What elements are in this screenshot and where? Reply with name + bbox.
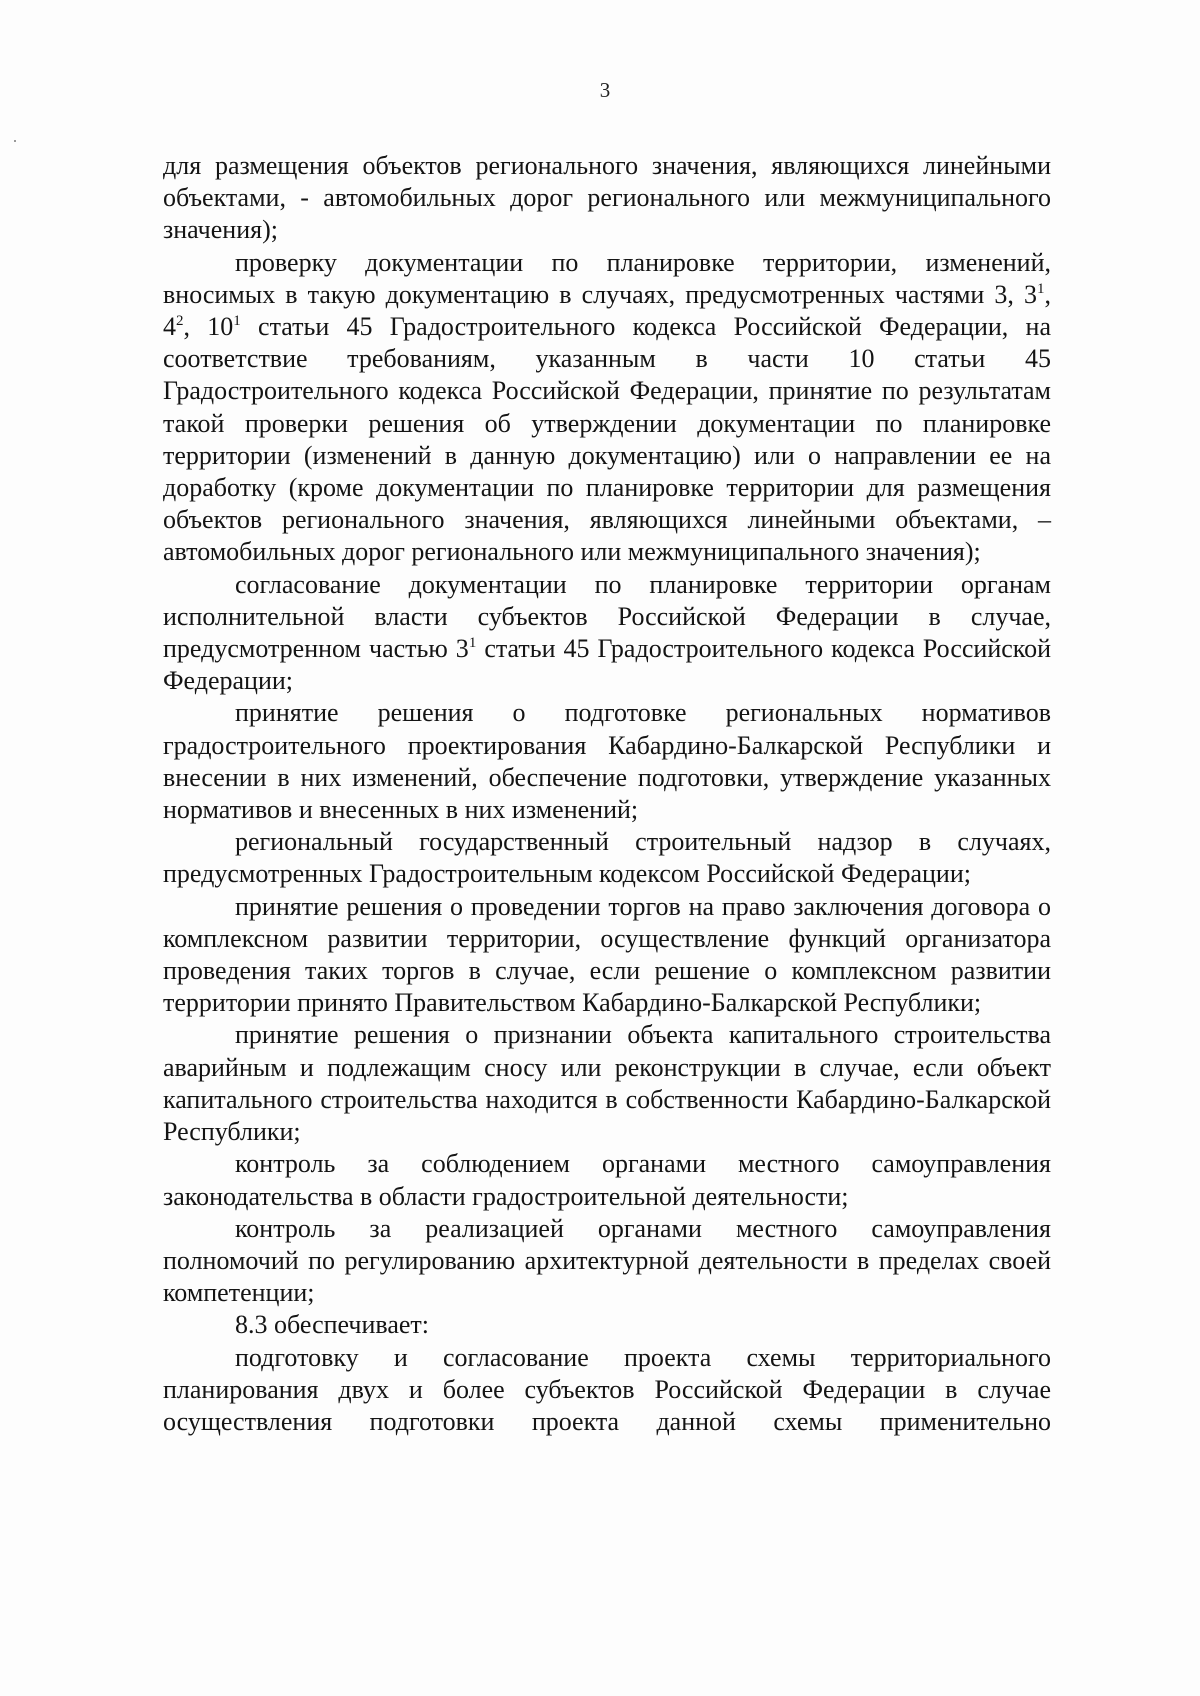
paragraph-text: статьи 45 Градостроительного кодекса Российской Федерации, на соответствие требованиям, указанным в части 10 статьи 45 Градостроительного кодекса Российской Федерации, принятие по результатам такой проверки решения об утверждении документации по планировке территории (изменений в данную документацию) или о направлении ее на доработку (кроме документации по планировке территории для размещения объектов регионального значения, являющихся линейными объектами, – автомобильных дорог регионального или межмуниципального значения); [163, 312, 1052, 567]
superscript-index: 2 [176, 313, 184, 330]
document-body [163, 150, 1051, 1438]
paragraph-documentation-check [163, 247, 1051, 569]
paragraph-architecture-control: контроль за реализацией органами местного самоуправления полномочий по регулированию архитектурной деятельности в пределах своей компетенции; [163, 1213, 1051, 1308]
scan-speck [14, 140, 16, 142]
section-heading-8-3: 8.3 обеспечивает: [235, 1310, 430, 1340]
paragraph-text: статьи 45 Градостроительного кодекса Российской Федерации; [163, 634, 1051, 696]
paragraph-territorial-planning: подготовку и согласование проекта схемы территориального планирования двух и более субъектов Российской Федерации в случае осуществления подготовки проекта данной схемы применительно [163, 1342, 1051, 1436]
paragraph-documentation-approval [163, 569, 1051, 698]
paragraph-auction-decision: принятие решения о проведении торгов на право заключения договора о комплексном развитии территории, осуществление функций организатора проведения таких торгов в случае, если решение о комплексном развитии территории принято Правительством Кабардино-Балкарской Республики; [163, 891, 1051, 1018]
paragraph-emergency-building: принятие решения о признании объекта капитального строительства аварийным и подлежащим сносу или реконструкции в случае, если объект капитального строительства находится в собственности Кабардино-Балкарской Республики; [163, 1020, 1051, 1147]
paragraph-text: согласование документации по планировке территории органам исполнительной власти субъектов Российской Федерации в случае, предусмотренном частью 3 [163, 569, 1051, 664]
paragraph-text: , 4 [163, 279, 1051, 342]
paragraph-text: проверку документации по планировке территории, изменений, вносимых в такую документацию в случаях, предусмотренных частями 3, 3 [163, 247, 1051, 309]
paragraph-construction-supervision: региональный государственный строительный надзор в случаях, предусмотренных Градостроительным кодексом Российской Федерации; [163, 827, 1051, 889]
paragraph-text: , 10 [183, 312, 234, 342]
paragraph-legislation-control: контроль за соблюдением органами местного самоуправления законодательства в области градостроительной деятельности; [163, 1149, 1051, 1211]
paragraph-continuation: для размещения объектов регионального значения, являющихся линейными объектами, - автомобильных дорог регионального или межмуниципального значения); [163, 151, 1051, 245]
superscript-index: 1 [233, 313, 241, 330]
paragraph-regional-standards: принятие решения о подготовке региональных нормативов градостроительного проектирования Кабардино-Балкарской Республики и внесении в них изменений, обеспечение подготовки, утверждение указанных нормативов и внесенных в них изменений; [163, 698, 1051, 825]
superscript-index: 1 [468, 635, 477, 652]
superscript-index: 1 [1037, 280, 1045, 297]
page-number: 3 [599, 78, 611, 102]
